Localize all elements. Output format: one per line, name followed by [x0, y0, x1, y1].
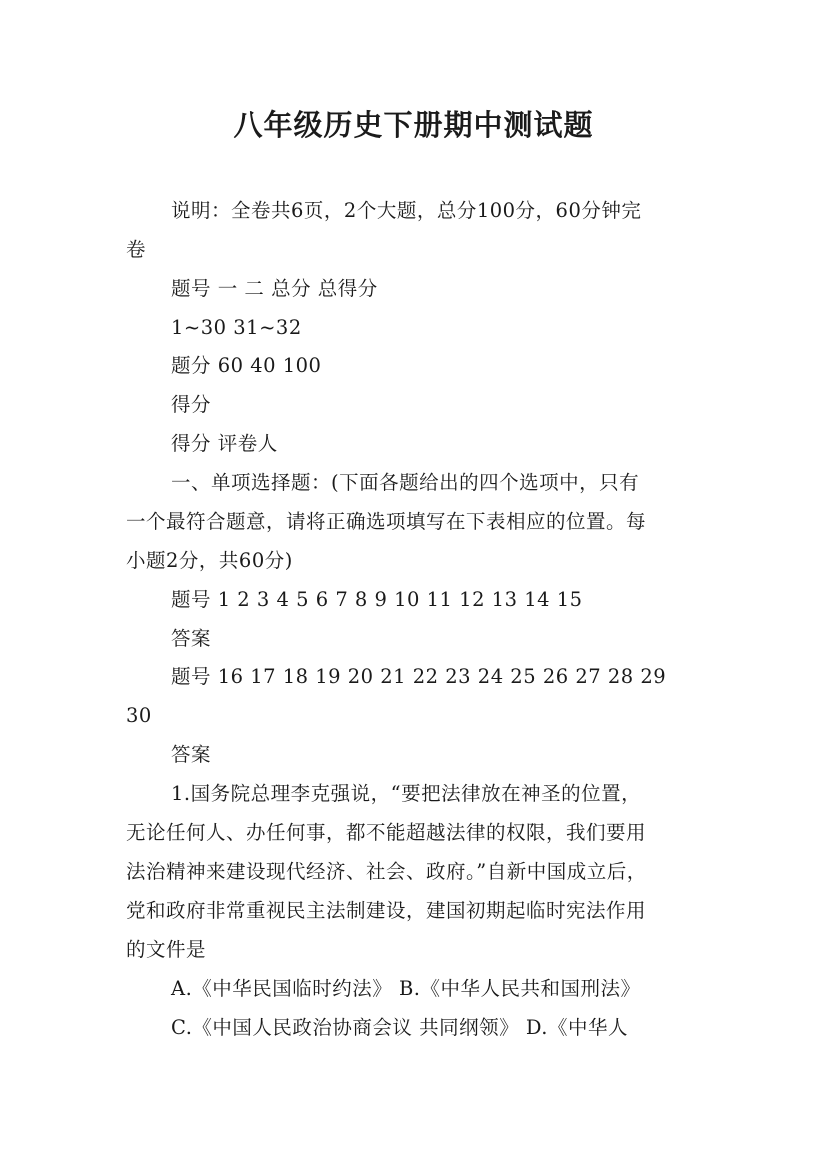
instructions-line-1: 说明：全卷共6页，2个大题，总分100分，60分钟完	[171, 199, 642, 222]
question-1-line-5: 的文件是	[126, 938, 207, 961]
question-1-line-2: 无论任何人、办任何事，都不能超越法律的权限，我们要用	[126, 821, 647, 844]
grader-row: 得分 评卷人	[171, 432, 278, 455]
instructions-line-2: 卷	[126, 238, 147, 261]
answer-table-numbers-1: 题号 1 2 3 4 5 6 7 8 9 10 11 12 13 14 15	[171, 588, 583, 611]
question-1-line-3: 法治精神来建设现代经济、社会、政府。”自新中国成立后，	[126, 860, 647, 883]
question-1-options-ab: A.《中华民国临时约法》 B.《中华人民共和国刑法》	[171, 977, 641, 1000]
score-table-ranges: 1~30 31~32	[171, 316, 302, 339]
document-title: 八年级历史下册期中测试题	[233, 108, 594, 142]
section-one-heading: 一、单项选择题：(下面各题给出的四个选项中，只有	[171, 471, 640, 494]
answer-table-numbers-2-cont: 30	[126, 704, 152, 727]
question-1-line-1: 1.国务院总理李克强说，“要把法律放在神圣的位置，	[171, 782, 642, 805]
score-table-score: 得分	[171, 393, 212, 416]
section-one-line-3: 小题2分，共60分)	[126, 549, 293, 572]
score-table-header: 题号 一 二 总分 总得分	[171, 277, 378, 300]
question-1-options-cd: C.《中国人民政治协商会议 共同纲领》 D.《中华人	[171, 1016, 628, 1039]
question-1-line-4: 党和政府非常重视民主法制建设，建国初期起临时宪法作用	[126, 899, 647, 922]
answer-table-answers-1: 答案	[171, 627, 212, 650]
answer-table-numbers-2: 题号 16 17 18 19 20 21 22 23 24 25 26 27 28 29	[171, 665, 667, 688]
score-table-points: 题分 60 40 100	[171, 354, 322, 377]
answer-table-answers-2: 答案	[171, 743, 212, 766]
section-one-line-2: 一个最符合题意，请将正确选项填写在下表相应的位置。每	[126, 510, 647, 533]
